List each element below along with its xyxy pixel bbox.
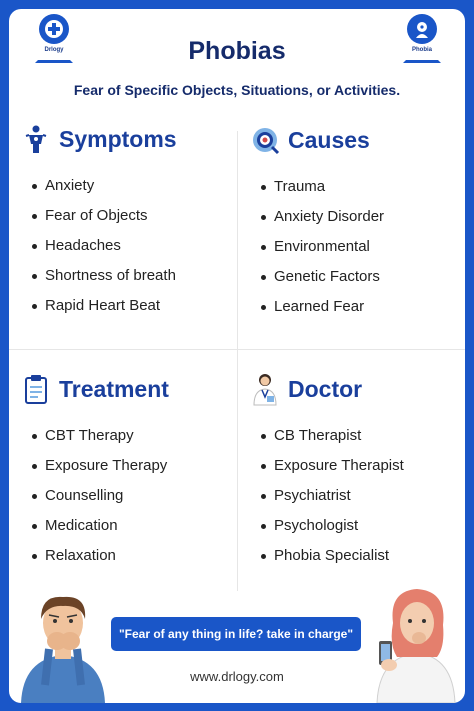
list-item: Learned Fear <box>274 292 460 322</box>
causes-section <box>250 122 460 322</box>
list-item: Counselling <box>45 481 231 511</box>
list-item: Exposure Therapist <box>274 451 460 481</box>
vertical-divider <box>237 131 238 591</box>
infographic-card <box>9 9 465 703</box>
clipboard-icon <box>21 374 51 404</box>
virus-magnifier-icon <box>250 125 280 155</box>
quote-banner: "Fear of any thing in life? take in charge" <box>111 617 361 651</box>
treatment-section <box>21 371 231 571</box>
list-item: Headaches <box>45 231 231 261</box>
symptoms-title: Symptoms <box>59 125 177 152</box>
list-item: Psychologist <box>274 511 460 541</box>
doctor-icon <box>250 374 280 404</box>
horizontal-divider <box>9 349 465 350</box>
person-body-icon <box>21 124 51 154</box>
causes-title: Causes <box>288 126 370 153</box>
list-item: CBT Therapy <box>45 421 231 451</box>
list-item: Phobia Specialist <box>274 541 460 571</box>
list-item: Exposure Therapy <box>45 451 231 481</box>
list-item: Anxiety Disorder <box>274 202 460 232</box>
website-link[interactable]: www.drlogy.com <box>190 669 284 684</box>
list-item: Medication <box>45 511 231 541</box>
list-item: Shortness of breath <box>45 261 231 291</box>
list-item: Trauma <box>274 172 460 202</box>
list-item: CB Therapist <box>274 421 460 451</box>
symptoms-list <box>21 171 231 321</box>
list-item: Fear of Objects <box>45 201 231 231</box>
causes-list <box>250 172 460 322</box>
doctor-list <box>250 421 460 571</box>
treatment-list <box>21 421 231 571</box>
page-title: Phobias <box>188 37 286 65</box>
scared-woman-illustration <box>367 583 463 703</box>
list-item: Genetic Factors <box>274 262 460 292</box>
list-item: Anxiety <box>45 171 231 201</box>
frightened-man-illustration <box>15 589 111 703</box>
list-item: Psychiatrist <box>274 481 460 511</box>
page-subtitle: Fear of Specific Objects, Situations, or Activities. <box>73 82 401 98</box>
symptoms-section <box>21 121 231 321</box>
doctor-section <box>250 371 460 571</box>
treatment-title: Treatment <box>59 375 169 402</box>
list-item: Relaxation <box>45 541 231 571</box>
doctor-title: Doctor <box>288 375 363 402</box>
list-item: Rapid Heart Beat <box>45 291 231 321</box>
logo-text-left: Drlogy <box>44 47 64 53</box>
list-item: Environmental <box>274 232 460 262</box>
logo-text-right: Phobia <box>411 47 432 53</box>
